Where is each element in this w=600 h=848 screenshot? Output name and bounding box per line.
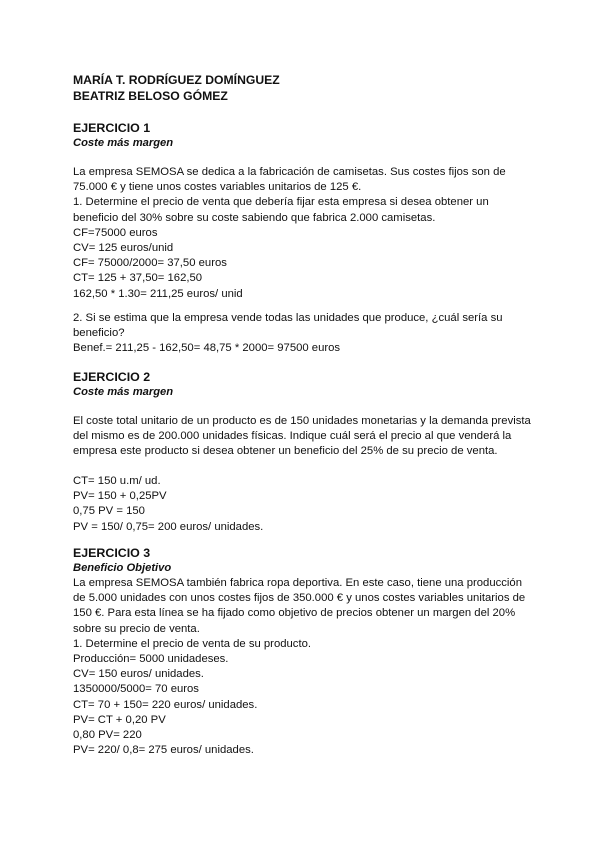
text-line: La empresa SEMOSA se dedica a la fabricación de camisetas. Sus costes fijos son de — [73, 166, 506, 178]
text-line: La empresa SEMOSA también fabrica ropa deportiva. En este caso, tiene una producción — [73, 577, 522, 589]
text-line: CT= 125 + 37,50= 162,50 — [73, 272, 203, 285]
text-line: 1. Determine el precio de venta de su producto. — [73, 637, 312, 650]
text-line: El coste total unitario de un producto es de 150 unidades monetarias y la demanda prevista — [73, 415, 531, 427]
text-line: 2. Si se estima que la empresa vende todas las unidades que produce, ¿cuál sería su — [73, 312, 503, 324]
exercise-1-question-2 — [73, 311, 540, 357]
text-line: CF= 75000/2000= 37,50 euros — [73, 257, 227, 270]
exercise-subtitle: Coste más margen — [73, 137, 174, 149]
text-line: PV= 220/ 0,8= 275 euros/ unidades. — [73, 744, 254, 757]
text-line: PV= CT + 0,20 PV — [73, 713, 166, 726]
exercise-subtitle: Beneficio Objetivo — [73, 562, 172, 574]
text-line: beneficio? — [73, 327, 125, 340]
text-line: 162,50 * 1.30= 211,25 euros/ unid — [73, 287, 243, 300]
author-name: MARÍA T. RODRÍGUEZ DOMÍNGUEZ — [73, 73, 280, 87]
text-line: 0,80 PV= 220 — [73, 729, 142, 742]
text-line: Benef.= 211,25 - 162,50= 48,75 * 2000= 97500 euros — [73, 342, 341, 355]
text-line: empresa este producto si desea obtener un beneficio del 25% de su precio de venta. — [73, 445, 498, 458]
text-line: CV= 125 euros/unid — [73, 242, 174, 255]
exercise-1-body — [73, 165, 540, 302]
text-line: CT= 150 u.m/ ud. — [73, 475, 161, 487]
text-line: sobre su precio de venta. — [73, 622, 200, 635]
text-line: del mismo es de 200.000 unidades físicas. Indique cuál será el precio al que venderá la — [73, 430, 512, 443]
text-line: Producción= 5000 unidadeses. — [73, 653, 229, 666]
exercise-3-body — [73, 576, 540, 758]
text-line: PV = 150/ 0,75= 200 euros/ unidades. — [73, 520, 264, 533]
author-name: BEATRIZ BELOSO GÓMEZ — [73, 89, 228, 103]
text-line: 75.000 € y tiene unos costes variables unitarios de 125 €. — [73, 181, 362, 194]
exercise-1-heading — [73, 121, 540, 150]
exercise-title: EJERCICIO 3 — [73, 546, 151, 560]
authors — [73, 72, 540, 104]
exercise-2-statement — [73, 414, 540, 460]
text-line: 1. Determine el precio de venta que debería fijar esta empresa si desea obtener un — [73, 196, 489, 209]
text-line: de 5.000 unidades con unos costes fijos de 350.000 € y unos costes variables unitarios de — [73, 592, 526, 605]
text-line: 150 €. Para esta línea se ha fijado como objetivo de precios obtener un margen del 20% — [73, 607, 516, 620]
text-line: PV= 150 + 0,25PV — [73, 490, 167, 503]
text-line: beneficio del 30% sobre su coste sabiendo que fabrica 2.000 camisetas. — [73, 211, 436, 224]
text-line: 0,75 PV = 150 — [73, 505, 145, 518]
text-line: CV= 150 euros/ unidades. — [73, 668, 204, 681]
exercise-3-heading — [73, 546, 540, 575]
exercise-subtitle: Coste más margen — [73, 386, 174, 398]
text-line: CT= 70 + 150= 220 euros/ unidades. — [73, 698, 258, 711]
text-line: CF=75000 euros — [73, 226, 158, 239]
text-line: 1350000/5000= 70 euros — [73, 683, 199, 696]
exercise-title: EJERCICIO 1 — [73, 121, 151, 135]
exercise-2-heading — [73, 370, 540, 399]
exercise-title: EJERCICIO 2 — [73, 370, 151, 384]
exercise-2-solution — [73, 474, 540, 535]
